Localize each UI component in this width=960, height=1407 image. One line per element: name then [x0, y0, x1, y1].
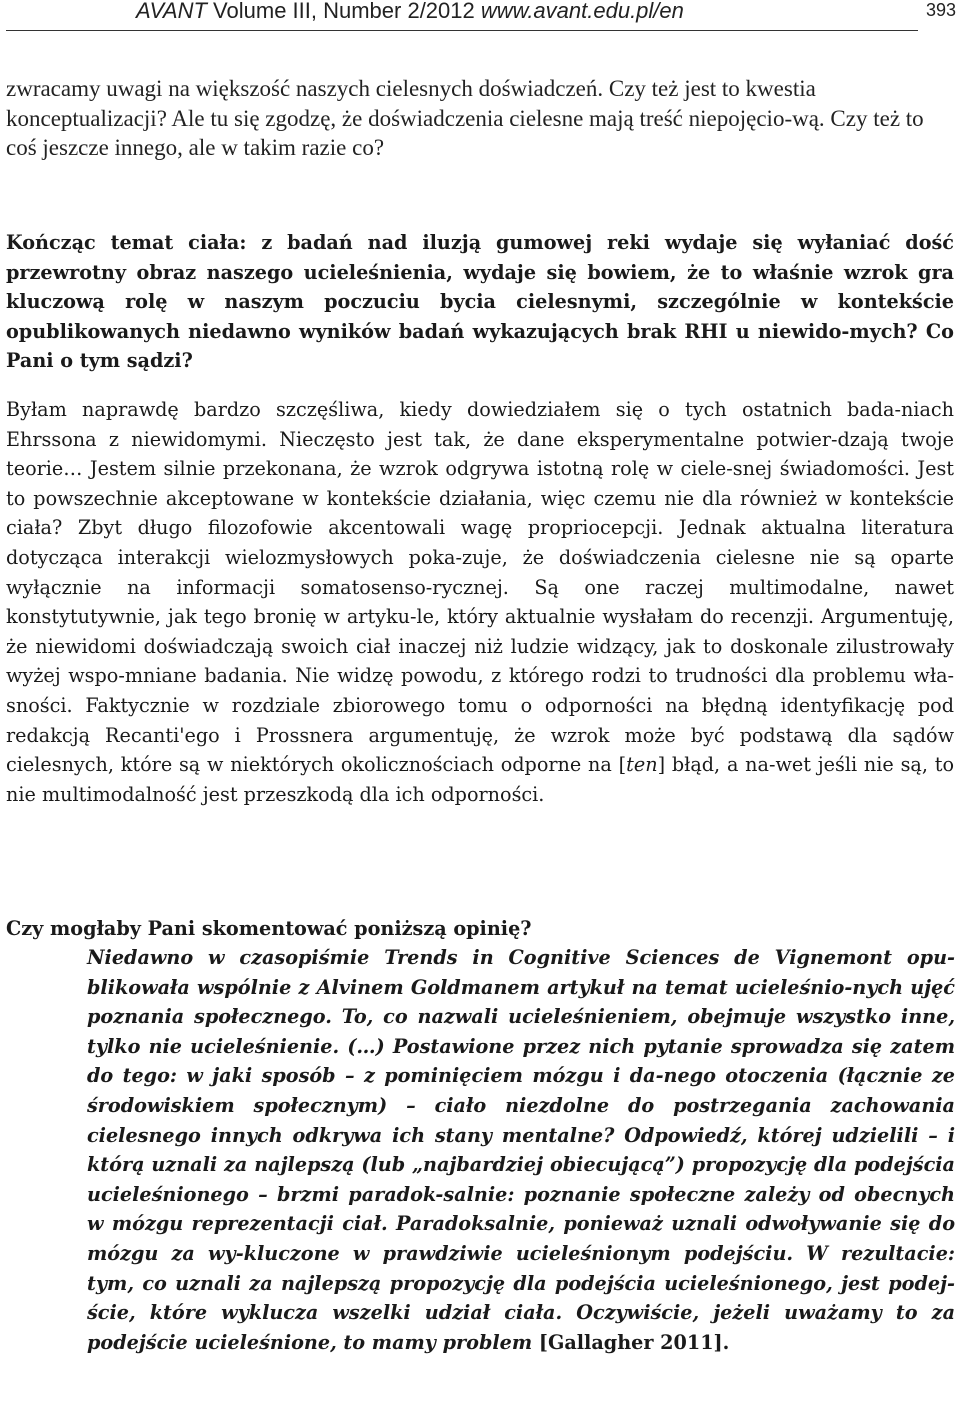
interview-question-2: Czy mogłaby Pani skomentować poniższą opinię? [6, 917, 532, 940]
journal-volume: Volume III, Number 2/2012 [213, 0, 475, 23]
header-divider [6, 30, 918, 31]
journal-url: www.avant.edu.pl/en [480, 0, 684, 23]
journal-name: AVANT [136, 0, 207, 23]
interview-question-1: Kończąc temat ciała: z badań nad iluzją gumowej reki wydaje się wyłaniać dość przewrotny obraz naszego ucieleśnienia, wydaje się bowiem, że to właśnie wzrok gra kluczową rolę w naszym poczuciu bycia cielesnymi, szczególnie w kontekście opublikowanych niedawno wyników badań wykazujących brak RHI u niewido-mych? Co Pani o tym sądzi? [6, 231, 954, 373]
interview-answer-1 [6, 395, 954, 809]
quote-text: Niedawno w czasopiśmie Trends in Cognitive Sciences de Vignemont opu-blikowała wspólnie z Alvinem Goldmanem artykuł na temat ucieleśnio-nych ujęć poznania społecznego. To, co nazwali ucieleśnieniem, obejmuje wszystko inne, tylko nie ucieleśnienie. (…) Postawione przez nich pytanie sprowadza się zatem do tego: w jaki sposób – z pominięciem mózgu i da-nego otoczenia (łącznie ze środowiskiem społecznym) – ciało niezdolne do postrzegania zachowania cielesnego innych odkrywa ich stany mentalne? Odpowiedź, której udzielili – i którą uznali za najlepszą (lub „najbardziej obiecującą”) propozycję dla podejścia ucieleśnionego – brzmi paradok-salnie: poznanie społeczne zależy od obecnych w mózgu reprezentacji ciał. Paradoksalnie, ponieważ uznali odwoływanie się do mózgu za wy-kluczone w prawdziwie ucieleśnionym podejściu. W rezultacie: tym, co uznali za najlepszą propozycję dla podejścia ucieleśnionego, jest podej-ście, które wyklucza wszelki udział ciała. Oczywiście, jeżeli uważamy to za podejście ucieleśnione, to mamy problem [87, 946, 955, 1354]
answer-text-end: ] błąd, a na-wet jeśli nie są, to nie multimodalność jest przeszkodą dla ich odporności. [6, 753, 954, 806]
quote-reference: [Gallagher 2011]. [532, 1330, 730, 1354]
intro-paragraph: zwracamy uwagi na większość naszych cielesnych doświadczeń. Czy też jest to kwestia konceptualizacji? Ale tu się zgodzę, że doświadczenia cielesne mają treść niepojęcio-wą. Czy też to coś jeszcze innego, ale w takim razie co? [6, 76, 924, 160]
page-number: 393 [926, 0, 957, 20]
answer-text: Byłam naprawdę bardzo szczęśliwa, kiedy dowiedziałem się o tych ostatnich bada-niach Ehrssona z niewidomymi. Nieczęsto jest tak, że dane eksperymentalne potwier-dzają twoje teorie… Jestem silnie przekonana, że wzrok odgrywa istotną rolę w ciele-snej świadomości. Jest to powszechnie akceptowane w kontekście działania, więc czemu nie dla również w kontekście ciała? Zbyt długo filozofowie akcentowali wagę propriocepcji. Jednak aktualna literatura dotycząca interakcji wielozmysłowych poka-zuje, że doświadczenia cielesne nie są oparte wyłącznie na informacji somatosenso-rycznej. Są one raczej multimodalne, nawet konstytutywnie, jak tego bronię w artyku-le, który aktualnie wysłałam do recenzji. Argumentuję, że niewidomi doświadczają swoich ciał inaczej niż ludzie widzący, jak to doskonale zilustrowały wyżej wspo-mniane badania. Nie widzę powodu, z którego rodzi to trudności dla problemu wła-sności. Faktycznie w rozdziale zbiorowego tomu o odporności na błędną identyfikację pod redakcją Recanti'ego i Prossnera argumentuję, że wzrok może być podstawą dla sądów cielesnych, które są w niektórych okolicznościach odporne na [ [6, 398, 954, 777]
journal-title [136, 0, 684, 24]
block-quote [87, 943, 955, 1357]
answer-italic-word: ten [626, 753, 658, 777]
page-header [0, 0, 960, 34]
